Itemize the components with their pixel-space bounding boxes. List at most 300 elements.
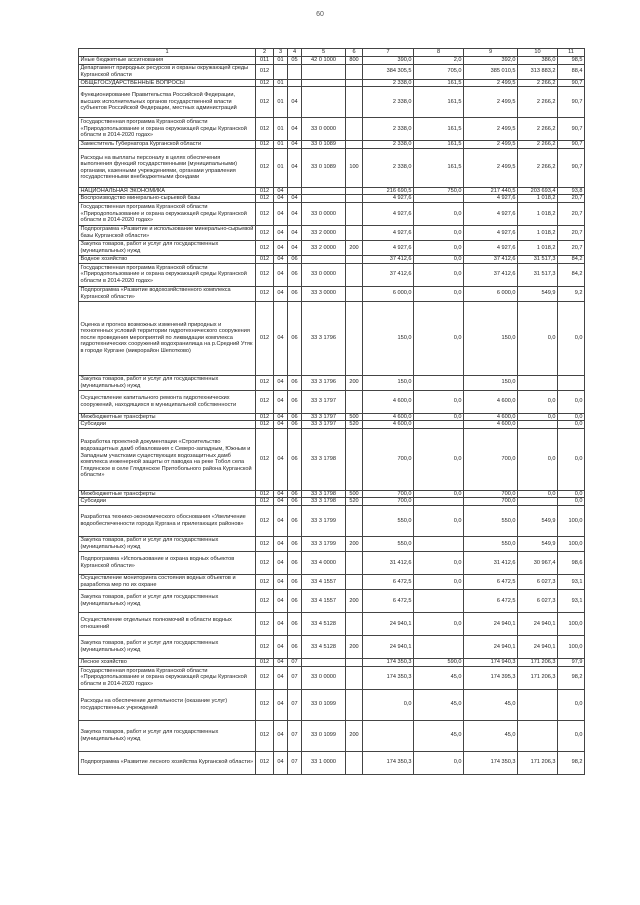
cell-executed: 1 018,2 <box>518 202 558 225</box>
cell-ministry: 012 <box>256 195 274 203</box>
cell-expense-type: 200 <box>346 589 363 612</box>
cell-plan: 0,0 <box>363 689 414 720</box>
cell-executed: 1 018,2 <box>518 240 558 255</box>
cell-subsection: 04 <box>288 240 302 255</box>
cell-percent: 100,0 <box>558 612 585 635</box>
cell-expense-type: 200 <box>346 720 363 751</box>
cell-plan: 31 412,6 <box>363 551 414 574</box>
cell-target: 33 4 1557 <box>302 589 346 612</box>
cell-section: 04 <box>274 498 288 506</box>
cell-ministry: 012 <box>256 301 274 375</box>
cell-revised: 24 940,1 <box>464 612 518 635</box>
cell-target: 33 3 1799 <box>302 505 346 536</box>
cell-executed <box>518 498 558 506</box>
table-row <box>79 79 585 87</box>
cell-section: 04 <box>274 195 288 203</box>
table-row <box>79 118 585 141</box>
cell-target: 33 0 1089 <box>302 148 346 187</box>
cell-target: 33 4 0000 <box>302 551 346 574</box>
cell-revised: 45,0 <box>464 689 518 720</box>
cell-name: Осуществление мониторинга состояния водных объектов и разработка мер по их охране <box>79 574 256 589</box>
cell-plan: 384 305,5 <box>363 64 414 79</box>
cell-percent: 98,2 <box>558 666 585 689</box>
cell-expense-type: 200 <box>346 240 363 255</box>
cell-executed: 203 693,4 <box>518 187 558 195</box>
cell-expense-type <box>346 658 363 666</box>
cell-section: 04 <box>274 551 288 574</box>
cell-ministry: 012 <box>256 375 274 390</box>
cell-change: 0,0 <box>414 301 464 375</box>
cell-change: 590,0 <box>414 658 464 666</box>
cell-revised: 4 600,0 <box>464 413 518 421</box>
table-row <box>79 64 585 79</box>
cell-percent: 20,7 <box>558 202 585 225</box>
cell-name: Государственная программа Курганской области «Природопользование и охрана окружающей среды Курганской области в 2014-2020 годах» <box>79 202 256 225</box>
cell-section: 04 <box>274 421 288 429</box>
cell-revised: 392,0 <box>464 57 518 65</box>
cell-expense-type <box>346 255 363 263</box>
cell-plan: 4 927,6 <box>363 195 414 203</box>
cell-percent: 93,8 <box>558 187 585 195</box>
cell-subsection <box>288 187 302 195</box>
cell-executed: 30 967,4 <box>518 551 558 574</box>
cell-change: 0,0 <box>414 286 464 301</box>
cell-ministry: 012 <box>256 118 274 141</box>
cell-name: Воспроизводство минерально-сырьевой базы <box>79 195 256 203</box>
cell-name: Заместитель Губернатора Курганской области <box>79 141 256 149</box>
cell-percent: 20,7 <box>558 240 585 255</box>
cell-expense-type <box>346 141 363 149</box>
cell-name: Закупка товаров, работ и услуг для государственных (муниципальных) нужд <box>79 240 256 255</box>
cell-expense-type <box>346 689 363 720</box>
cell-executed: 31 517,3 <box>518 263 558 286</box>
cell-executed: 24 940,1 <box>518 635 558 658</box>
cell-change <box>414 589 464 612</box>
cell-section: 04 <box>274 589 288 612</box>
cell-executed: 31 517,3 <box>518 255 558 263</box>
cell-revised: 550,0 <box>464 536 518 551</box>
table-row <box>79 57 585 65</box>
cell-ministry: 012 <box>256 141 274 149</box>
cell-revised: 4 927,6 <box>464 240 518 255</box>
cell-target <box>302 195 346 203</box>
cell-name: Осуществление отдельных полномочий в области водных отношений <box>79 612 256 635</box>
cell-target: 33 3 1797 <box>302 390 346 413</box>
cell-expense-type <box>346 118 363 141</box>
cell-section: 04 <box>274 490 288 498</box>
cell-name: Подпрограмма «Использование и охрана водных объектов Курганской области» <box>79 551 256 574</box>
cell-executed <box>518 375 558 390</box>
cell-target: 33 4 5128 <box>302 635 346 658</box>
cell-executed: 6 027,3 <box>518 589 558 612</box>
cell-change: 45,0 <box>414 666 464 689</box>
table-row <box>79 551 585 574</box>
cell-ministry: 012 <box>256 428 274 490</box>
cell-percent: 20,7 <box>558 195 585 203</box>
cell-ministry: 012 <box>256 87 274 118</box>
cell-name: Лесное хозяйство <box>79 658 256 666</box>
cell-change: 0,0 <box>414 240 464 255</box>
cell-expense-type <box>346 428 363 490</box>
cell-percent: 0,0 <box>558 428 585 490</box>
cell-ministry: 012 <box>256 490 274 498</box>
cell-plan: 6 472,5 <box>363 589 414 612</box>
cell-executed: 386,0 <box>518 57 558 65</box>
cell-revised: 150,0 <box>464 301 518 375</box>
cell-executed: 549,9 <box>518 286 558 301</box>
cell-executed: 0,0 <box>518 390 558 413</box>
cell-section: 04 <box>274 263 288 286</box>
cell-section: 04 <box>274 428 288 490</box>
cell-target: 33 2 0000 <box>302 225 346 240</box>
cell-section: 04 <box>274 689 288 720</box>
cell-revised: 385 010,5 <box>464 64 518 79</box>
cell-target <box>302 658 346 666</box>
cell-target: 33 0 1099 <box>302 689 346 720</box>
cell-target: 33 0 0000 <box>302 118 346 141</box>
cell-percent: 90,7 <box>558 79 585 87</box>
cell-section: 01 <box>274 57 288 65</box>
table-row <box>79 255 585 263</box>
cell-change: 0,0 <box>414 505 464 536</box>
cell-ministry: 012 <box>256 79 274 87</box>
table-row <box>79 87 585 118</box>
cell-subsection: 04 <box>288 118 302 141</box>
cell-revised: 2 499,5 <box>464 141 518 149</box>
cell-plan: 24 940,1 <box>363 635 414 658</box>
cell-plan: 150,0 <box>363 301 414 375</box>
cell-target: 42 0 1000 <box>302 57 346 65</box>
cell-subsection: 04 <box>288 141 302 149</box>
cell-section: 04 <box>274 635 288 658</box>
cell-ministry: 012 <box>256 551 274 574</box>
cell-revised: 700,0 <box>464 428 518 490</box>
cell-plan: 216 690,5 <box>363 187 414 195</box>
cell-name: Разработка проектной документации «Строительство водозащитных дамб обвалования с Северо-западным, Южным и Западным участками существующих водозащитных дамб комплекса инженерной защиты от паводка на реке Тобол села Глядянское в селе Глядянское Притобольного района Курганской области» <box>79 428 256 490</box>
cell-subsection: 06 <box>288 574 302 589</box>
cell-ministry: 012 <box>256 574 274 589</box>
cell-revised: 4 927,6 <box>464 225 518 240</box>
cell-name: Закупка товаров, работ и услуг для государственных (муниципальных) нужд <box>79 720 256 751</box>
cell-revised: 700,0 <box>464 490 518 498</box>
cell-subsection: 07 <box>288 658 302 666</box>
cell-expense-type <box>346 202 363 225</box>
cell-name: Расходы на обеспечение деятельности (оказание услуг) государственных учреждений <box>79 689 256 720</box>
cell-section: 04 <box>274 666 288 689</box>
cell-plan: 37 412,6 <box>363 255 414 263</box>
cell-section: 04 <box>274 658 288 666</box>
cell-target: 33 3 1799 <box>302 536 346 551</box>
cell-section: 04 <box>274 574 288 589</box>
table-row <box>79 658 585 666</box>
cell-change: 0,0 <box>414 255 464 263</box>
cell-change: 705,0 <box>414 64 464 79</box>
cell-percent: 90,7 <box>558 118 585 141</box>
cell-subsection: 04 <box>288 202 302 225</box>
cell-ministry: 012 <box>256 413 274 421</box>
cell-expense-type <box>346 505 363 536</box>
cell-target: 33 3 1798 <box>302 490 346 498</box>
cell-revised: 4 927,6 <box>464 202 518 225</box>
cell-section: 04 <box>274 390 288 413</box>
cell-subsection: 06 <box>288 505 302 536</box>
cell-ministry: 012 <box>256 689 274 720</box>
table-row <box>79 505 585 536</box>
cell-executed: 313 883,2 <box>518 64 558 79</box>
table-row <box>79 375 585 390</box>
cell-change: 0,0 <box>414 202 464 225</box>
cell-change: 45,0 <box>414 689 464 720</box>
cell-revised: 2 499,5 <box>464 87 518 118</box>
cell-target: 33 4 5128 <box>302 612 346 635</box>
cell-section: 04 <box>274 505 288 536</box>
table-row <box>79 413 585 421</box>
header-cell-expense-type: 6 <box>346 49 363 57</box>
cell-target: 33 2 0000 <box>302 240 346 255</box>
cell-section: 04 <box>274 413 288 421</box>
cell-section: 04 <box>274 187 288 195</box>
cell-ministry: 012 <box>256 635 274 658</box>
cell-target <box>302 64 346 79</box>
cell-percent: 90,7 <box>558 87 585 118</box>
cell-percent: 0,0 <box>558 498 585 506</box>
cell-name: Субсидии <box>79 421 256 429</box>
table-row <box>79 589 585 612</box>
cell-subsection: 07 <box>288 689 302 720</box>
cell-percent: 90,7 <box>558 148 585 187</box>
cell-name: Закупка товаров, работ и услуг для государственных (муниципальных) нужд <box>79 635 256 658</box>
cell-plan: 4 927,6 <box>363 225 414 240</box>
cell-expense-type <box>346 64 363 79</box>
cell-section: 04 <box>274 612 288 635</box>
cell-target: 33 3 1797 <box>302 421 346 429</box>
cell-ministry: 012 <box>256 255 274 263</box>
table-row <box>79 612 585 635</box>
cell-expense-type <box>346 574 363 589</box>
cell-change: 0,0 <box>414 490 464 498</box>
cell-revised: 174 940,3 <box>464 658 518 666</box>
cell-name: Подпрограмма «Развитие лесного хозяйства Курганской области» <box>79 751 256 774</box>
table-header-row <box>79 49 585 57</box>
cell-expense-type: 520 <box>346 421 363 429</box>
table-row <box>79 148 585 187</box>
cell-plan: 2 338,0 <box>363 87 414 118</box>
cell-plan: 2 338,0 <box>363 141 414 149</box>
cell-expense-type: 200 <box>346 635 363 658</box>
cell-revised: 31 412,6 <box>464 551 518 574</box>
cell-executed: 0,0 <box>518 413 558 421</box>
cell-revised: 150,0 <box>464 375 518 390</box>
cell-target: 33 3 0000 <box>302 286 346 301</box>
cell-change: 0,0 <box>414 428 464 490</box>
cell-plan: 37 412,6 <box>363 263 414 286</box>
cell-subsection: 06 <box>288 536 302 551</box>
table-row <box>79 751 585 774</box>
cell-percent: 100,0 <box>558 536 585 551</box>
cell-plan: 390,0 <box>363 57 414 65</box>
cell-change <box>414 421 464 429</box>
cell-target: 33 0 0000 <box>302 263 346 286</box>
cell-revised: 6 472,5 <box>464 589 518 612</box>
cell-ministry: 012 <box>256 720 274 751</box>
cell-percent: 98,6 <box>558 551 585 574</box>
cell-revised: 6 472,5 <box>464 574 518 589</box>
cell-name: Расходы на выплаты персоналу в целях обеспечения выполнения функций государственными (муниципальными) органами, казенными учреждениями, органами управления государственными внебюджетными фондами <box>79 148 256 187</box>
cell-executed: 2 266,2 <box>518 79 558 87</box>
cell-plan: 700,0 <box>363 428 414 490</box>
cell-subsection: 06 <box>288 551 302 574</box>
cell-change <box>414 635 464 658</box>
cell-target: 33 3 1798 <box>302 428 346 490</box>
cell-ministry: 012 <box>256 658 274 666</box>
cell-change: 0,0 <box>414 574 464 589</box>
cell-plan: 2 338,0 <box>363 118 414 141</box>
table-row <box>79 536 585 551</box>
cell-expense-type <box>346 286 363 301</box>
cell-plan: 174 350,3 <box>363 666 414 689</box>
cell-name: Государственная программа Курганской области «Природопользование и охрана окружающей среды Курганской области в 2014-2020 годах» <box>79 263 256 286</box>
cell-change: 161,5 <box>414 87 464 118</box>
cell-section: 01 <box>274 79 288 87</box>
cell-expense-type <box>346 301 363 375</box>
cell-subsection: 06 <box>288 612 302 635</box>
cell-section: 01 <box>274 141 288 149</box>
cell-executed <box>518 720 558 751</box>
cell-plan: 550,0 <box>363 505 414 536</box>
cell-name: Закупка товаров, работ и услуг для государственных (муниципальных) нужд <box>79 536 256 551</box>
cell-revised: 6 000,0 <box>464 286 518 301</box>
cell-name: ОБЩЕГОСУДАРСТВЕННЫЕ ВОПРОСЫ <box>79 79 256 87</box>
header-cell-plan: 7 <box>363 49 414 57</box>
cell-name: Закупка товаров, работ и услуг для государственных (муниципальных) нужд <box>79 589 256 612</box>
cell-target: 33 3 1798 <box>302 498 346 506</box>
cell-subsection: 06 <box>288 390 302 413</box>
cell-percent: 0,0 <box>558 390 585 413</box>
cell-revised: 4 600,0 <box>464 421 518 429</box>
cell-section: 04 <box>274 751 288 774</box>
cell-section: 01 <box>274 148 288 187</box>
cell-target: 33 3 1796 <box>302 301 346 375</box>
cell-change: 0,0 <box>414 751 464 774</box>
cell-expense-type <box>346 187 363 195</box>
cell-percent: 0,0 <box>558 301 585 375</box>
cell-name: Межбюджетные трансферты <box>79 490 256 498</box>
cell-expense-type: 500 <box>346 413 363 421</box>
cell-plan: 24 940,1 <box>363 612 414 635</box>
header-cell-revised: 9 <box>464 49 518 57</box>
budget-table <box>78 48 585 775</box>
cell-name: НАЦИОНАЛЬНАЯ ЭКОНОМИКА <box>79 187 256 195</box>
cell-plan: 4 927,6 <box>363 202 414 225</box>
table-row <box>79 666 585 689</box>
table-row <box>79 421 585 429</box>
table-row <box>79 141 585 149</box>
cell-plan: 2 338,0 <box>363 148 414 187</box>
cell-percent: 98,5 <box>558 57 585 65</box>
cell-ministry: 012 <box>256 390 274 413</box>
cell-expense-type <box>346 225 363 240</box>
cell-name: Иные бюджетные ассигнования <box>79 57 256 65</box>
cell-revised: 550,0 <box>464 505 518 536</box>
header-cell-name: 1 <box>79 49 256 57</box>
cell-percent: 90,7 <box>558 141 585 149</box>
cell-executed: 171 206,3 <box>518 666 558 689</box>
cell-plan <box>363 720 414 751</box>
cell-ministry: 012 <box>256 240 274 255</box>
cell-plan: 4 600,0 <box>363 413 414 421</box>
cell-section: 04 <box>274 255 288 263</box>
cell-ministry: 012 <box>256 751 274 774</box>
cell-expense-type <box>346 263 363 286</box>
cell-ministry: 012 <box>256 589 274 612</box>
cell-revised: 37 412,6 <box>464 263 518 286</box>
cell-name: Межбюджетные трансферты <box>79 413 256 421</box>
cell-ministry: 012 <box>256 666 274 689</box>
cell-plan: 2 338,0 <box>363 79 414 87</box>
cell-name: Подпрограмма «Развитие и использование минерально-сырьевой базы Курганской области» <box>79 225 256 240</box>
table-row <box>79 301 585 375</box>
cell-revised: 2 499,5 <box>464 79 518 87</box>
cell-change: 2,0 <box>414 57 464 65</box>
cell-revised: 217 440,5 <box>464 187 518 195</box>
cell-ministry: 012 <box>256 202 274 225</box>
cell-plan: 4 927,6 <box>363 240 414 255</box>
cell-change: 161,5 <box>414 141 464 149</box>
cell-change <box>414 375 464 390</box>
header-cell-subsection: 4 <box>288 49 302 57</box>
cell-revised: 4 927,6 <box>464 195 518 203</box>
cell-revised: 700,0 <box>464 498 518 506</box>
cell-ministry: 012 <box>256 148 274 187</box>
cell-change <box>414 498 464 506</box>
table-row <box>79 187 585 195</box>
table-row <box>79 286 585 301</box>
header-cell-target: 5 <box>302 49 346 57</box>
header-cell-section: 3 <box>274 49 288 57</box>
cell-executed: 0,0 <box>518 301 558 375</box>
cell-plan: 6 000,0 <box>363 286 414 301</box>
cell-percent: 0,0 <box>558 720 585 751</box>
cell-name: Государственная программа Курганской области «Природопользование и охрана окружающей среды Курганской области в 2014-2020 годах» <box>79 666 256 689</box>
cell-executed: 0,0 <box>518 428 558 490</box>
cell-executed: 171 206,3 <box>518 658 558 666</box>
cell-name: Закупка товаров, работ и услуг для государственных (муниципальных) нужд <box>79 375 256 390</box>
cell-percent: 0,0 <box>558 421 585 429</box>
cell-subsection: 06 <box>288 635 302 658</box>
cell-percent: 0,0 <box>558 413 585 421</box>
cell-subsection: 07 <box>288 666 302 689</box>
cell-name: Осуществление капитального ремонта гидротехнических сооружений, находящихся в муниципальной собственности <box>79 390 256 413</box>
cell-expense-type: 800 <box>346 57 363 65</box>
cell-executed: 2 266,2 <box>518 118 558 141</box>
cell-section: 04 <box>274 286 288 301</box>
cell-executed: 1 018,2 <box>518 195 558 203</box>
cell-subsection: 06 <box>288 589 302 612</box>
cell-name: Функционирование Правительства Российской Федерации, высших исполнительных органов государственной власти субъектов Российской Федерации, местных администраций <box>79 87 256 118</box>
cell-percent: 9,2 <box>558 286 585 301</box>
page-number: 60 <box>316 11 324 18</box>
cell-change: 0,0 <box>414 612 464 635</box>
cell-percent: 20,7 <box>558 225 585 240</box>
cell-subsection: 07 <box>288 720 302 751</box>
cell-percent: 84,2 <box>558 263 585 286</box>
cell-percent: 0,0 <box>558 689 585 720</box>
cell-name: Разработка технико-экономического обоснования «Увеличение водообеспеченности города Кургана и прилегающих районов» <box>79 505 256 536</box>
cell-ministry: 012 <box>256 263 274 286</box>
cell-percent: 84,2 <box>558 255 585 263</box>
cell-revised: 24 940,1 <box>464 635 518 658</box>
cell-target: 33 0 1089 <box>302 141 346 149</box>
